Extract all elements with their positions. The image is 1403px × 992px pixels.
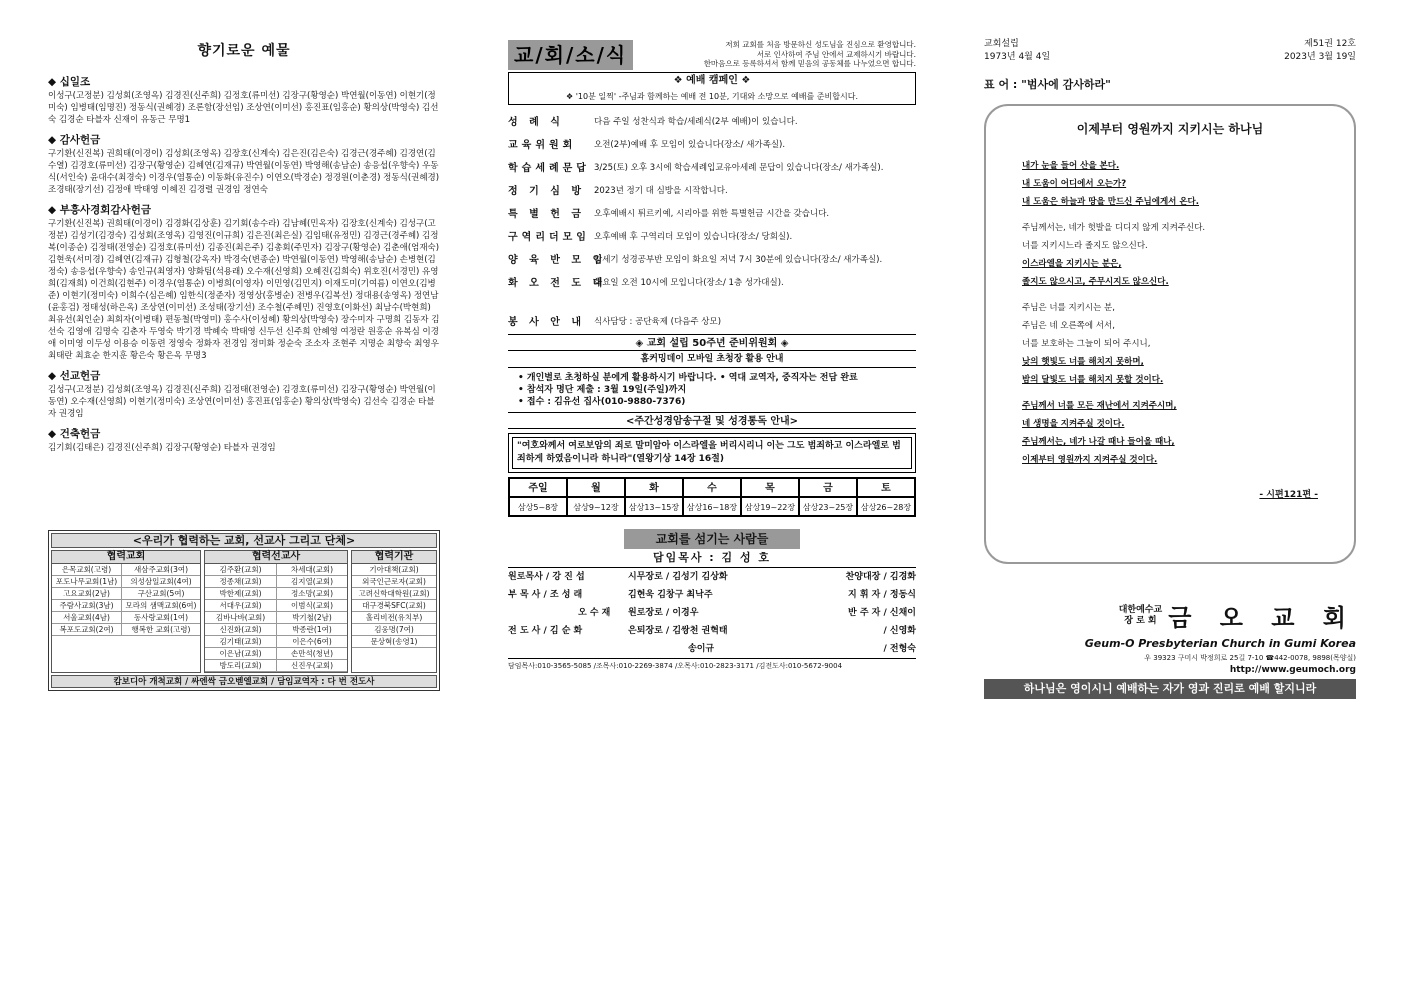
news-item: [508, 111, 916, 134]
psalm-box: [984, 104, 1356, 564]
partner-item: 모라의 샘맥교회(6여): [122, 600, 200, 612]
bible-title: <주간성경암송구절 및 성경통독 안내>: [508, 412, 916, 429]
offering-heading: ◆ 부흥사경회감사헌금: [48, 204, 152, 216]
denomination-line: 대한예수교: [1118, 604, 1163, 615]
partner-item: 정종채(교회): [205, 576, 276, 588]
partner-item: 박한제(교회): [205, 588, 276, 600]
psalm-line: 내가 눈을 들어 산을 본다.: [1022, 161, 1120, 171]
psalm-reference: - 시편121편 -: [1259, 490, 1318, 500]
news-item-text: 화요일 오전 10시에 모입니다(장소/ 1층 성가대실).: [594, 278, 784, 288]
partner-item: 차세대(교회): [277, 564, 347, 576]
jubilee-bullets: [508, 368, 916, 412]
partner-item: 김지열(교회): [277, 576, 347, 588]
partner-item: 김주환(교회): [205, 564, 276, 576]
senior-pastor: 담임목사 : 김 성 호: [652, 551, 772, 564]
partner-item: 김웅명(7여): [352, 624, 436, 636]
jubilee-title: ◈ 교회 설립 50주년 준비위원회 ◈: [508, 334, 916, 351]
staff-cell: [508, 640, 628, 658]
news-panel: [508, 40, 916, 705]
partner-item: 포도나무교회(1남): [52, 576, 121, 588]
offering-names: 김성구(고정분) 김성회(조영옥) 김경진(신주희) 김정태(전영순) 김경호(류미선) 김장구(황영순) 박연월(이동연) 오수재(신영희) 이현기(정미숙) 조상연(이미선) 홍진표(임홍순) 황의상(박영숙) 김선숙 김경순 타블자 권경임: [48, 385, 436, 419]
partner-item: 이은수(6여): [277, 636, 347, 648]
partner-item: 고려신학대학원(교회): [352, 588, 436, 600]
partner-orgs-head: 협력기관: [352, 551, 436, 564]
psalm-line: 내 도움은 하늘과 땅을 만드신 주님에게서 온다.: [1022, 197, 1199, 207]
news-title: 교/회/소/식: [508, 40, 633, 70]
jubilee-bullet: • 접수 : 김유선 집사(010-9880-7376): [518, 397, 686, 407]
offering-heading: ◆ 선교헌금: [48, 370, 101, 382]
psalm-line: 너를 보호하는 그늘이 되어 주시니,: [1022, 339, 1151, 349]
staff-cell: 송이규: [688, 644, 715, 654]
offerings-list: [48, 74, 440, 454]
news-item: [508, 203, 916, 226]
psalm-line: 이스라엘을 지키시는 분은,: [1022, 259, 1122, 269]
campaign-box: [508, 72, 916, 105]
staff-cell: 원로목사 / 강 진 섭: [508, 572, 585, 582]
partner-missionaries: [204, 550, 348, 673]
psalm-line: 주님께서는, 네가 헛발을 디디지 않게 지켜주신다.: [1022, 223, 1206, 233]
jubilee-bullet: • 참석자 명단 제출 : 3월 19일(주일)까지: [518, 385, 687, 395]
partner-item: 이은남(교회): [205, 648, 276, 660]
issue-number: 제51권 12호: [1304, 39, 1356, 49]
offering-section: [48, 426, 440, 454]
partner-item: 신진화(교회): [205, 624, 276, 636]
staff-cell: 찬양대장 / 김경화: [845, 572, 916, 582]
schedule-day: 토: [857, 478, 915, 497]
partner-item: 서울교회(4남): [52, 612, 121, 624]
psalm-gap: [1022, 389, 1318, 397]
psalm-line: 내 도움이 어디에서 오는가?: [1022, 179, 1127, 189]
partner-item: 정소망(교회): [277, 588, 347, 600]
staff-row: [508, 640, 916, 658]
staff-cell: 오 수 재: [578, 608, 611, 618]
verse-text: "여호와께서 여로보암의 죄로 말미암아 이스라엘을 버리시리니 이는 그도 범죄하고 이스라엘로 범죄하게 하였음이니라 하니라"(열왕기상 14장 16절): [512, 437, 912, 469]
staff-cell: 김현욱 김창구 최낙주: [628, 590, 713, 600]
partner-item: 김바나바(교회): [205, 612, 276, 624]
partner-item: 대구경북SFC(교회): [352, 600, 436, 612]
partners-footer: 캄보디아 개척교회 / 싸엔싹 금오벧엘교회 / 담임교역자 : 다 번 전도사: [51, 675, 437, 688]
partner-churches-head: 협력교회: [52, 551, 200, 564]
partner-item: 서대우(교회): [205, 600, 276, 612]
staff-cell: 부 목 사 / 조 성 래: [508, 590, 583, 600]
psalm-line: 주님께서 너를 모든 재난에서 지켜주시며,: [1022, 401, 1177, 411]
psalm-line: 주님은 너를 지키시는 분,: [1022, 303, 1115, 313]
news-item: [508, 226, 916, 249]
church-website[interactable]: http://www.geumoch.org: [1229, 665, 1356, 675]
contacts: 담임목사:010-3565-5085 /조목사:010-2269-3874 /오목사:010-2823-3171 /김전도사:010-5672-9004: [508, 662, 843, 670]
schedule-reading: 삼상23~25장: [799, 497, 857, 516]
news-item-text: 왕세기 성경공부반 모임이 화요일 저녁 7시 30분에 있습니다(장소/ 새가족실).: [594, 255, 883, 265]
psalm-lines: [1022, 157, 1318, 469]
reading-schedule: [508, 477, 916, 517]
news-item-label: 특 별 헌 금: [508, 209, 586, 220]
news-item-label: 성 례 식: [508, 117, 564, 128]
schedule-day: 화: [625, 478, 683, 497]
partner-item: 기아대책(교회): [352, 564, 436, 576]
partner-orgs: [351, 550, 437, 673]
church-name: 금 오 교 회: [1168, 604, 1356, 632]
news-item-label: 학습세례문답: [508, 163, 590, 174]
offering-section: [48, 202, 440, 362]
schedule-day: 주일: [509, 478, 567, 497]
news-item: [508, 180, 916, 203]
psalm-line: 낮의 햇빛도 너를 해치지 못하며,: [1022, 357, 1144, 367]
founded-label: 교회설립: [984, 39, 1019, 49]
schedule-reading: 삼상9~12장: [567, 497, 625, 516]
campaign-title: ❖ 예배 캠페인 ❖: [673, 75, 751, 86]
staff-cell: / 신영화: [883, 626, 916, 636]
partner-item: 문상혁(송영1): [352, 636, 436, 648]
schedule-day: 목: [741, 478, 799, 497]
church-address: 우 39323 구미시 박정희로 25길 7-10 ☎442-0078, 9898(목양실): [1144, 654, 1356, 662]
news-item-text: 오후예배 후 구역리더 모임이 있습니다(장소/ 당회실).: [594, 232, 793, 242]
news-item-text: 2023년 정기 대 심방을 시작합니다.: [594, 186, 728, 196]
service-text: 식사담당 : 공단육제 (다음주 상모): [594, 317, 722, 327]
news-item: [508, 134, 916, 157]
schedule-day: 금: [799, 478, 857, 497]
intro-line: 저희 교회를 처음 방문하신 성도님을 진심으로 환영합니다.: [725, 40, 916, 49]
partner-item: 박종란(1여): [277, 624, 347, 636]
issue-date: 2023년 3월 19일: [1284, 52, 1356, 62]
schedule-reading: 삼상16~18장: [683, 497, 741, 516]
jubilee-bullet: • 개인별로 초청하실 분에게 활용하시기 바랍니다. • 역대 교역자, 중직자는 전담 완료: [518, 373, 858, 383]
news-item: [508, 249, 916, 272]
staff-row: [508, 622, 916, 640]
denomination: [1119, 605, 1162, 627]
offering-names: 구기환(신진복) 권희태(이경이) 김성회(조영옥) 김장호(신계숙) 김은진(김은숙) 김경근(경주혜) 김경연(김수열) 김경호(류미선) 김장구(황영순) 김혜연(김재규) 박연월(이동연) 박영해(송남순) 송응섭(우향숙) 우동식(서인숙) 윤대수(최경숙) 이경우(염통순) 이동화(유진수) 이연오(박경순) 정경원(이춘경) 정동식(권혜경) 조경태(장기선) 김정애 박태영 이혜진 김경렬 권경임 정연숙: [48, 149, 440, 195]
partner-item: 구산교회(5여): [122, 588, 200, 600]
news-list: [508, 111, 916, 295]
partner-item: 행복한 교회(고령): [122, 624, 200, 636]
staff-cell: 원로장로 / 이경우: [628, 608, 699, 618]
staff-cell: 시무장로 / 김성기 김상화: [628, 572, 728, 582]
schedule-reading: 삼상26~28장: [857, 497, 915, 516]
offering-section: [48, 74, 440, 126]
psalm-line: 밤의 달빛도 너를 해치지 못할 것이다.: [1022, 375, 1164, 385]
campaign-text: ❖ '10분 일찍' -주님과 함께하는 예배 전 10분, 기대와 소망으로 예배를 준비합시다.: [566, 92, 858, 101]
news-item-label: 구역리더모임: [508, 232, 590, 243]
partner-item: 박기철(2남): [277, 612, 347, 624]
staff-cell: 반 주 자 / 신채이: [848, 608, 916, 618]
staff-cell: 은퇴장로 / 김쌍천 권혁태: [628, 626, 728, 636]
cover-panel: [984, 38, 1356, 708]
partner-item: 이범식(교회): [277, 600, 347, 612]
partner-item: 의성삼일교회(4여): [122, 576, 200, 588]
offerings-panel: [48, 40, 440, 700]
news-item-text: 다음 주일 성찬식과 학습/세례식(2부 예배)이 있습니다.: [594, 117, 798, 127]
offering-heading: ◆ 건축헌금: [48, 428, 101, 440]
news-item: [508, 157, 916, 180]
offering-section: [48, 132, 440, 196]
partner-item: 홀리비전(유치부): [352, 612, 436, 624]
news-item-label: 양 육 반 모 임: [508, 255, 607, 266]
news-item-label: 정 기 심 방: [508, 186, 586, 197]
psalm-gap: [1022, 291, 1318, 299]
partner-item: 고요교회(2남): [52, 588, 121, 600]
scripture-banner: 하나님은 영이시니 예배하는 자가 영과 진리로 예배 할지니라: [984, 679, 1356, 699]
staff-row: [508, 604, 916, 622]
offering-names: 김기회(김태은) 김경진(신주희) 김장구(황영순) 타블자 권경임: [48, 443, 276, 453]
partners-box: [48, 530, 440, 691]
offering-names: 이성구(고정분) 김성회(조영옥) 김경진(신주희) 김정호(류미선) 김장구(황영순) 박연월(이동연) 이현기(정미숙) 임병태(임명진) 정동식(권혜경) 조론함(장선임) 조상연(이미선) 홍진표(임홍순) 황의상(박영숙) 김선숙 김경순 타블자 신재이 유동근 무명1: [48, 91, 439, 125]
jubilee-subtitle: 홈커밍데이 모바일 초청장 활용 안내: [508, 351, 916, 368]
news-item-text: 오전(2부)예배 후 모임이 있습니다(장소/ 새가족실).: [594, 140, 786, 150]
partner-item: 새삼주교회(3여): [122, 564, 200, 576]
staff-cell: 전 도 사 / 김 순 화: [508, 626, 583, 636]
staff-heading: 교회를 섬기는 사람들: [624, 529, 800, 549]
partner-item: 김기태(교회): [205, 636, 276, 648]
staff-table: [508, 567, 916, 659]
psalm-line: 네 생명을 지켜주실 것이다.: [1022, 419, 1125, 429]
denomination-line: 장 로 회: [1124, 615, 1157, 626]
motto: 표 어 : "범사에 감사하라": [984, 78, 1111, 91]
verse-box: [508, 433, 916, 473]
psalm-title: 이제부터 영원까지 지키시는 하나님: [1076, 122, 1264, 136]
church-english-name: Geum-O Presbyterian Church in Gumi Korea: [1084, 637, 1356, 650]
staff-cell: 지 휘 자 / 정동식: [848, 590, 916, 600]
partner-item: 손만석(청년): [277, 648, 347, 660]
staff-row: [508, 586, 916, 604]
psalm-line: 주님은 네 오른쪽에 서서,: [1022, 321, 1115, 331]
partner-missionaries-head: 협력선교사: [205, 551, 347, 564]
service-row: [508, 311, 916, 334]
psalm-line: 주님께서는, 네가 나갈 때나 들어올 때나,: [1022, 437, 1175, 447]
partner-item: 방도리(교회): [205, 660, 276, 672]
partners-title: <우리가 협력하는 교회, 선교사 그리고 단체>: [51, 533, 437, 548]
partner-item: 외국인근로자(교회): [352, 576, 436, 588]
founded-date: 1973년 4월 4일: [984, 52, 1051, 62]
staff-row: [508, 568, 916, 586]
partner-item: 동사랑교회(1여): [122, 612, 200, 624]
news-item-label: 화 오 전 도 대: [508, 278, 607, 289]
partner-item: 주람사교회(3남): [52, 600, 121, 612]
news-item-label: 교육위원회: [508, 140, 577, 151]
schedule-day: 월: [567, 478, 625, 497]
intro-line: 한마음으로 등록하셔서 함께 믿음의 공동체를 나누었으면 합니다.: [703, 59, 916, 68]
offering-heading: ◆ 감사헌금: [48, 134, 101, 146]
psalm-line: 너를 지키시느라 졸지도 않으신다.: [1022, 241, 1148, 251]
partner-item: 복포도교회(2여): [52, 624, 121, 636]
news-item: [508, 272, 916, 295]
service-label: 봉 사 안 내: [508, 317, 586, 328]
offering-heading: ◆ 십일조: [48, 76, 91, 88]
schedule-reading: 삼상19~22장: [741, 497, 799, 516]
schedule-day: 수: [683, 478, 741, 497]
psalm-line: 이제부터 영원까지 지켜주실 것이다.: [1022, 455, 1158, 465]
news-item-text: 오후예배시 튀르키예, 시리아를 위한 특별헌금 시간을 갖습니다.: [594, 209, 830, 219]
offering-section: [48, 368, 440, 420]
psalm-line: 졸지도 않으시고, 주무시지도 않으신다.: [1022, 277, 1169, 287]
partner-item: 신진우(교회): [277, 660, 347, 672]
offerings-title: 향기로운 예물: [197, 43, 291, 59]
partner-churches: [51, 550, 201, 673]
schedule-reading: 삼상5~8장: [509, 497, 567, 516]
staff-cell: / 전형숙: [883, 644, 916, 654]
offering-names: 구기환(신진복) 권희태(이경이) 김경화(김상훈) 김기회(송수라) 김남혜(민옥자) 김장호(신계숙) 김성구(고정분) 김성기(김경숙) 김성회(조영옥) 김영진(이규희) 김은진(최은실) 김임태(유정민) 김경근(경주혜) 김정복(이종순) 김정태(전영순) 김정호(류미선) 김종진(최은주) 김총회(주민자) 김장구(황영순) 김춘애(엄재숙) 김현욱(서미경) 김혜연(김재규) 김형철(강옥자) 박경숙(변종순) 박연월(이동연) 박영해(송남순) 손병현(김정숙) 송응섭(우향숙) 송인규(최영자) 양화팀(석용래) 오수재(신영희) 오혜진(김희숙) 위호진(서경민) 유영희(김재희) 이건희(김현주) 이경우(염통순) 이병희(이영자) 이민영(김민지) 이재도미(기여름) 이연오(김병준) 이현기(정미숙) 이희수(심은혜) 임한식(정준자) 정영상(홍병순) 전병우(김복선) 정대용(송영옥) 정연남(윤홍검) 정태성(하은옥) 조상연(이미선) 조성태(장기선) 조수철(주혜민) 진영호(이화선) 최남수(박현희) 최유선(최인순) 최회자(이병태) 편동철(박영미) 홍수사(이성혜) 황의상(박영숙) 장수미자 구명희 김동자 김선숙 김영애 김명숙 김춘자 두영숙 박기경 박혜숙 박태영 신두선 신주희 안혜영 여정란 원홍순 유복심 이경애 이미영 이두성 이용승 이동련 정영숙 정화자 전경임 정미화 정순숙 조소자 조현주 지명순 최향숙 최영우 최태란 최효순 한지훈 황은숙 황은옥 무명3: [48, 219, 440, 361]
church-info: [984, 598, 1356, 699]
intro-line: 서로 인사하여 주님 안에서 교제하시기 바랍니다.: [756, 49, 916, 59]
psalm-gap: [1022, 211, 1318, 219]
news-intro: [633, 40, 916, 69]
schedule-reading: 삼상13~15장: [625, 497, 683, 516]
news-item-text: 3/25(토) 오후 3시에 학습세례입교유아세례 문답이 있습니다(장소/ 새가족실).: [594, 163, 884, 173]
partner-item: 은목교회(고령): [52, 564, 121, 576]
